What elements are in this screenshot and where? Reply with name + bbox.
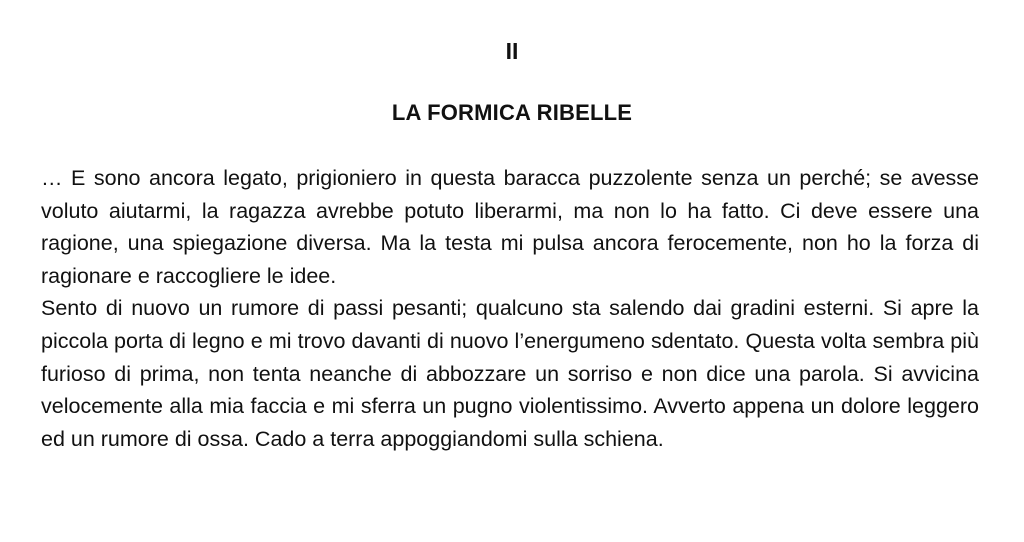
chapter-number: II <box>505 38 519 64</box>
chapter-body <box>41 162 979 455</box>
paragraph: Sento di nuovo un rumore di passi pesanti; qualcuno sta salendo dai gradini esterni. Si apre la piccola porta di legno e mi trovo davanti di nuovo l’energumeno sdentato. Questa volta sembra più furioso di prima, non tenta neanche di abbozzare un sorriso e non dice una parola. Si avvicina velocemente alla mia faccia e mi sferra un pugno violentissimo. Avverto appena un dolore leggero ed un rumore di ossa. Cado a terra appoggiandomi sulla schiena. <box>41 296 979 451</box>
paragraph: … E sono ancora legato, prigioniero in questa baracca puzzolente senza un perché; se avesse voluto aiutarmi, la ragazza avrebbe potuto liberarmi, ma non lo ha fatto. Ci deve essere una ragione, una spiegazione diversa. Ma la testa mi pulsa ancora ferocemente, non ho la forza di ragionare e raccogliere le idee. <box>41 166 979 288</box>
chapter-title: LA FORMICA RIBELLE <box>391 100 633 125</box>
